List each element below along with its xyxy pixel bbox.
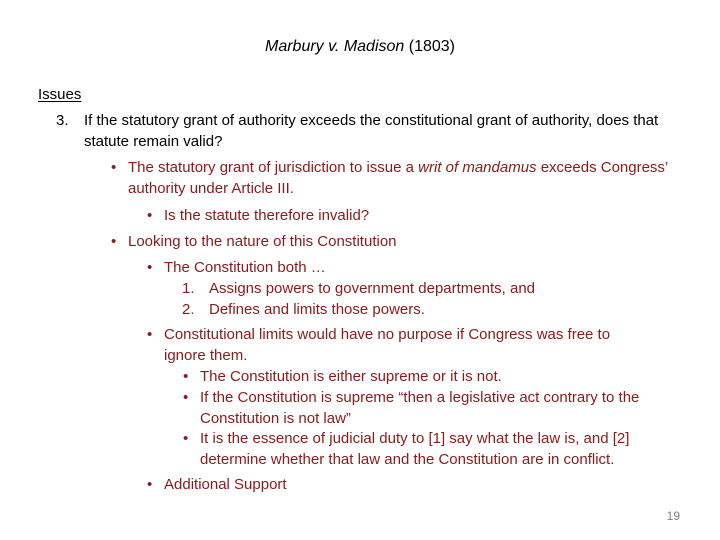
bullet-statutory-grant — [111, 157, 671, 199]
question-item — [56, 110, 686, 152]
case-name: Marbury v. Madison — [264, 38, 405, 55]
item-number: 1. — [182, 280, 195, 297]
bullet-text: If the Constitution is supreme “then a legislative act contrary to the Constitution is not law” — [200, 389, 640, 427]
page-number: 19 — [666, 509, 680, 523]
text-segment: exceeds Congress’ authority under Article III. — [128, 159, 668, 197]
item-text: Defines and limits those powers. — [209, 301, 425, 318]
numbered-item-2 — [182, 299, 662, 320]
issues-heading: Issues — [38, 86, 82, 103]
bullet-legislative-act — [183, 387, 688, 429]
question-number: 3. — [56, 112, 69, 129]
bullet-text: Additional Support — [164, 476, 287, 493]
bullet-text — [128, 157, 671, 199]
item-text: Assigns powers to government departments, and — [209, 280, 536, 297]
bullet-marker: • — [111, 233, 117, 250]
bullet-marker: • — [147, 326, 153, 343]
bullet-marker: • — [183, 430, 189, 447]
text-segment: The statutory grant of jurisdiction to issue a — [128, 159, 419, 176]
bullet-constitution-both — [147, 257, 647, 278]
bullet-supreme-or-not — [183, 366, 688, 387]
bullet-marker: • — [147, 476, 153, 493]
bullet-marker: • — [183, 368, 189, 385]
bullet-nature-of-constitution — [111, 231, 671, 252]
bullet-text: Looking to the nature of this Constitution — [128, 233, 397, 250]
numbered-item-1 — [182, 278, 662, 299]
item-number: 2. — [182, 301, 195, 318]
bullet-judicial-duty — [183, 428, 688, 470]
bullet-marker: • — [147, 207, 153, 224]
case-year: (1803) — [408, 38, 455, 55]
bullet-constitutional-limits — [147, 324, 647, 366]
bullet-marker: • — [111, 159, 117, 176]
bullet-text: The Constitution both … — [164, 259, 326, 276]
bullet-marker: • — [183, 389, 189, 406]
slide-title — [0, 36, 720, 58]
bullet-text: The Constitution is either supreme or it is not. — [200, 368, 502, 385]
bullet-marker: • — [147, 259, 153, 276]
bullet-statute-invalid — [147, 205, 647, 226]
bullet-additional-support — [147, 474, 647, 495]
bullet-text: Is the statute therefore invalid? — [164, 207, 370, 224]
bullet-text: Constitutional limits would have no purpose if Congress was free to ignore them. — [164, 326, 611, 364]
bullet-text: It is the essence of judicial duty to [1] say what the law is, and [2] determine whether that law and the Constitution are in conflict. — [200, 430, 630, 468]
question-text: If the statutory grant of authority exceeds the constitutional grant of authority, does that statute remain valid? — [84, 112, 659, 150]
text-emphasis: writ of mandamus — [418, 159, 537, 176]
